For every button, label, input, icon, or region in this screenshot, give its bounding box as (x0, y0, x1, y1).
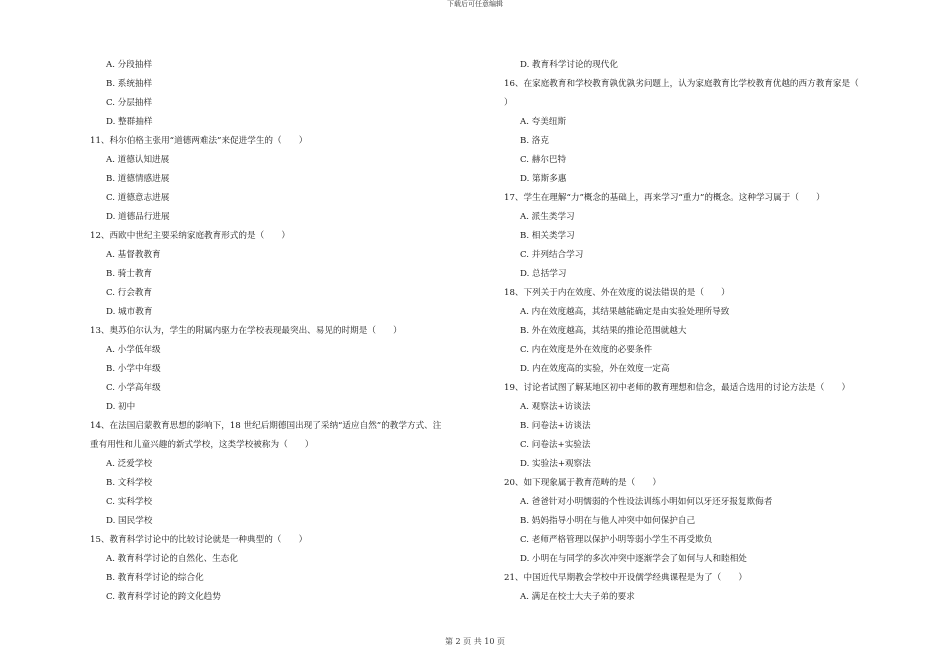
answer-option: D. 总括学习 (520, 269, 567, 279)
answer-option: B. 小学中年级 (106, 364, 161, 374)
question-text: 19、讨论者试图了解某地区初中老师的教育理想和信念，最适合选用的讨论方法是（ ） (504, 383, 851, 393)
answer-option: D. 国民学校 (106, 516, 153, 526)
answer-option: C. 问卷法+实验法 (520, 440, 591, 450)
answer-option: A. 内在效度越高，其结果越能确定是由实验处理所导致 (520, 307, 730, 317)
answer-option: A. 爸爸针对小明懦弱的个性设法训练小明如何以牙还牙报复欺侮者 (520, 497, 773, 507)
question-text: 13、奥苏伯尔认为，学生的附属内驱力在学校表现最突出、易见的时期是（ ） (90, 326, 402, 336)
right-column (504, 56, 904, 607)
answer-option: B. 外在效度越高，其结果的推论范围就越大 (520, 326, 687, 336)
answer-option: D. 小明在与同学的多次冲突中逐渐学会了如何与人和睦相处 (520, 554, 747, 564)
answer-option: B. 妈妈指导小明在与他人冲突中如何保护自己 (520, 516, 696, 526)
answer-option: B. 教育科学讨论的综合化 (106, 573, 204, 583)
question-text: 17、学生在理解“力”概念的基础上，再来学习“重力”的概念。这种学习属于（ ） (504, 193, 825, 203)
answer-option: B. 文科学校 (106, 478, 153, 488)
question-text: 重有用性和儿童兴趣的新式学校，这类学校被称为（ ） (90, 440, 314, 450)
answer-option: A. 泛爱学校 (106, 459, 153, 469)
answer-option: A. 基督教教育 (106, 250, 161, 260)
answer-option: B. 洛克 (520, 136, 549, 146)
answer-option: C. 并列结合学习 (520, 250, 584, 260)
question-text: 16、在家庭教育和学校教育孰优孰劣问题上，认为家庭教育比学校教育优越的西方教育家是（ (504, 79, 859, 89)
answer-option: B. 问卷法+访谈法 (520, 421, 591, 431)
answer-option: C. 教育科学讨论的跨文化趋势 (106, 592, 221, 602)
answer-option: C. 内在效度是外在效度的必要条件 (520, 345, 653, 355)
question-text: 12、西欧中世纪主要采纳家庭教育形式的是（ ） (90, 231, 290, 241)
answer-option: C. 老师严格管理以保护小明等弱小学生不再受欺负 (520, 535, 713, 545)
answer-option: A. 道德认知进展 (106, 155, 170, 165)
answer-option: A. 观察法+访谈法 (520, 402, 591, 412)
question-text: 11、科尔伯格主张用“道德两难法”来促进学生的（ ） (90, 136, 308, 146)
answer-option: C. 赫尔巴特 (520, 155, 567, 165)
answer-option: B. 系统抽样 (106, 79, 153, 89)
answer-option: C. 实科学校 (106, 497, 153, 507)
question-text: 21、中国近代早期教会学校中开设儒学经典课程是为了（ ） (504, 573, 747, 583)
answer-option: A. 派生类学习 (520, 212, 575, 222)
answer-option: C. 小学高年级 (106, 383, 161, 393)
answer-option: A. 满足在校士大夫子弟的要求 (520, 592, 635, 602)
answer-option: A. 小学低年级 (106, 345, 161, 355)
header-note: 下载后可任意编辑 (447, 0, 503, 8)
question-text: 15、教育科学讨论中的比较讨论就是一种典型的（ ） (90, 535, 308, 545)
answer-option: D. 教育科学讨论的现代化 (520, 60, 618, 70)
answer-option: D. 道德品行进展 (106, 212, 170, 222)
answer-option: C. 行会教育 (106, 288, 153, 298)
answer-option: A. 夸美纽斯 (520, 117, 567, 127)
answer-option: C. 道德意志进展 (106, 193, 170, 203)
answer-option: A. 分段抽样 (106, 60, 153, 70)
left-column (90, 56, 490, 607)
question-text: ） (504, 98, 513, 108)
answer-option: B. 相关类学习 (520, 231, 575, 241)
question-text: 18、下列关于内在效度、外在效度的说法错误的是（ ） (504, 288, 730, 298)
answer-option: D. 初中 (106, 402, 136, 412)
answer-option: A. 教育科学讨论的自然化、生态化 (106, 554, 238, 564)
answer-option: D. 内在效度高的实验，外在效度一定高 (520, 364, 670, 374)
answer-option: D. 实验法+观察法 (520, 459, 591, 469)
question-text: 20、如下现象属于教育范畴的是（ ） (504, 478, 662, 488)
answer-option: B. 道德情感进展 (106, 174, 170, 184)
page-number: 第 2 页 共 10 页 (445, 637, 505, 646)
answer-option: D. 第斯多惠 (520, 174, 567, 184)
answer-option: D. 整群抽样 (106, 117, 153, 127)
answer-option: D. 城市教育 (106, 307, 153, 317)
question-text: 14、在法国启蒙教育思想的影响下，18 世纪后期德国出现了采纳“适应自然”的教学方式、注 (90, 421, 442, 431)
answer-option: B. 骑士教育 (106, 269, 153, 279)
answer-option: C. 分层抽样 (106, 98, 153, 108)
